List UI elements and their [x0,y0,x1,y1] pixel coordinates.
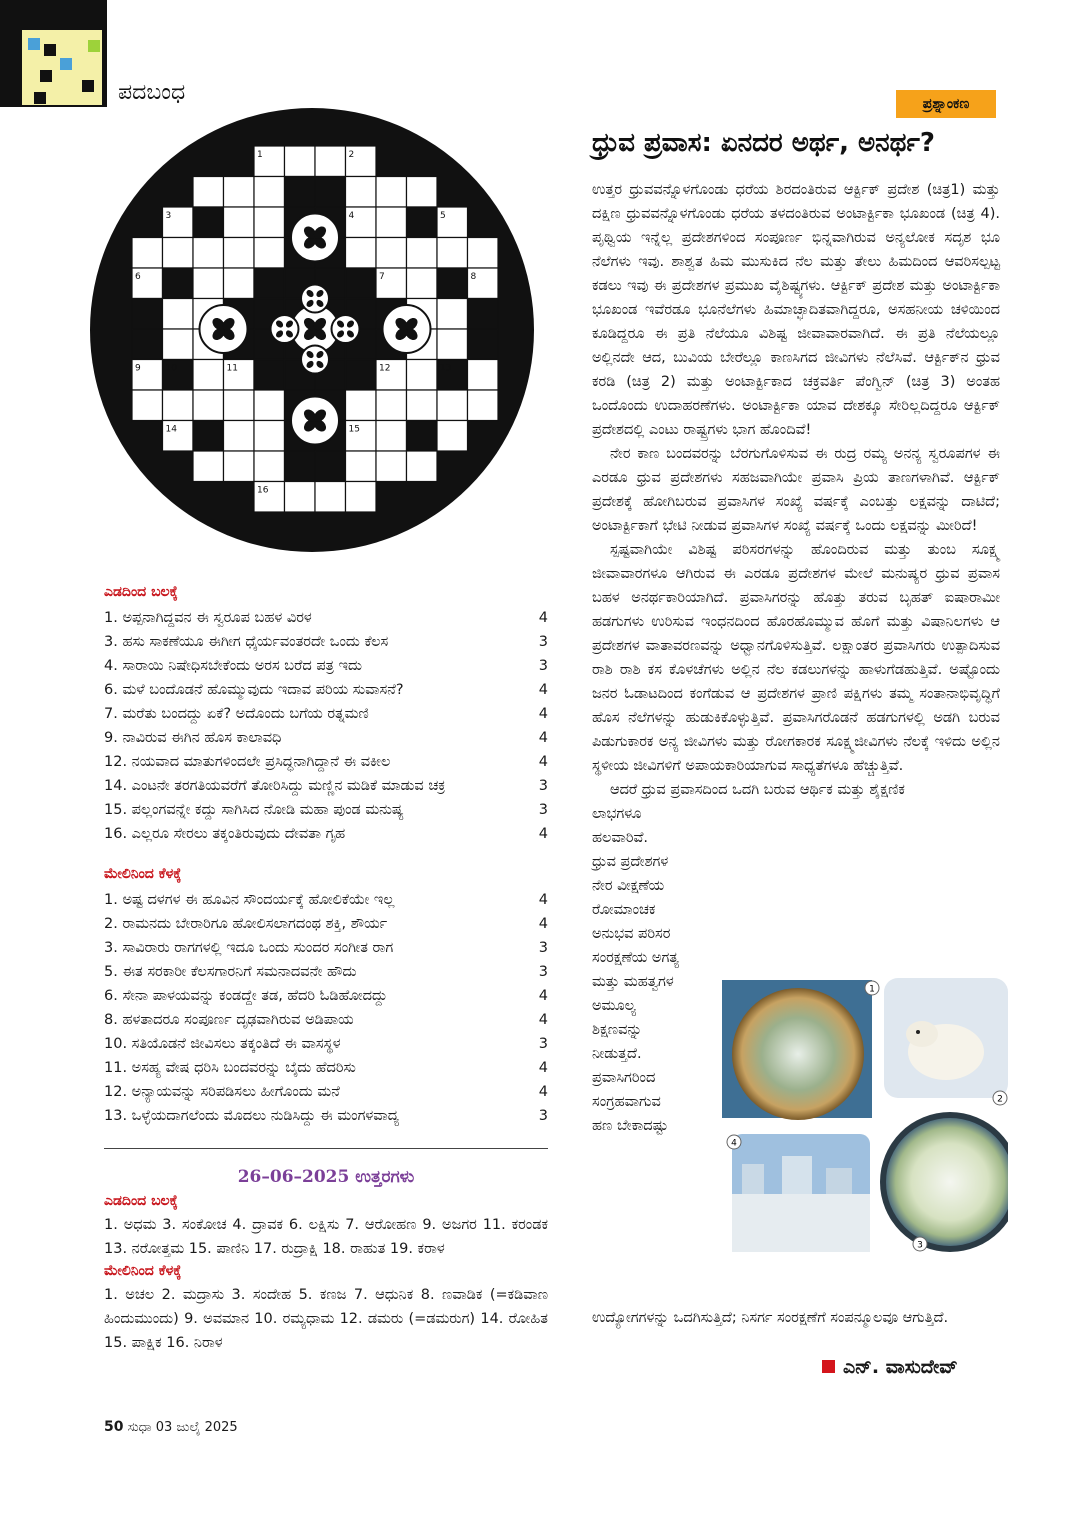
black-cell [407,207,438,238]
arctic-globe [732,988,864,1120]
clue-text: 3. ಹಸು ಸಾಕಣೆಯೂ ಈಗೀಗ ಧೈರ್ಯವಂತರದೇ ಒಂದು ಕೆಲಸ [104,634,389,650]
wrapped-line: ಹಲವಾರಿವೆ. [592,830,649,846]
black-cell [285,451,316,482]
down-clue [104,1104,548,1128]
crossword-grid [88,106,536,554]
black-cell [254,360,285,391]
black-cell [437,268,468,299]
down-clue [104,1080,548,1104]
white-cell [163,390,194,421]
white-cell [224,390,255,421]
photo-label: 4 [731,1138,737,1149]
white-cell [224,207,255,238]
black-cell [468,299,499,330]
column-kicker: ಪ್ರಶ್ನಾಂಕಣ [896,90,996,118]
white-cell [437,299,468,330]
paragraph-2: ನೇರ ಕಾಣ ಬಂದವರನ್ನು ಬೆರಗುಗೊಳಿಸುವ ಈ ರುದ್ರ ರಮ್ಯ ಅನನ್ಯ ಸ್ವರೂಪಗಳ ಈ ಎರಡೂ ಧ್ರುವ ಪ್ರದೇಶಗಳು ಸಹಜವಾಗಿಯೇ ಪ್ರವಾಸಿ ಪ್ರಿಯ ತಾಣಗಳಾಗಿವೆ. ಆರ್ಕ್ಟಿಕ್ ಪ್ರದೇಶಕ್ಕೆ ಹೋಗಿಬರುವ ಪ್ರವಾಸಿಗಳ ಸಂಖ್ಯೆ ವರ್ಷಕ್ಕೆ ಎಂಬತ್ತು ಲಕ್ಷವನ್ನು ದಾಟಿದೆ; ಅಂಟಾರ್ಕ್ಟಿಕಾಗೆ ಭೇಟಿ ನೀಡುವ ಪ್ರವಾಸಿಗಳ ಸಂಖ್ಯೆ ವರ್ಷಕ್ಕೆ ಒಂದು ಲಕ್ಷವನ್ನು ಮೀರಿದೆ! [592,446,1000,534]
white-cell [285,482,316,513]
grid-number: 12 [379,363,391,374]
white-cell [437,390,468,421]
antarctic-globe [886,1118,1008,1246]
clue-length: 3 [538,964,548,980]
clue-text: 6. ಸೇನಾ ಪಾಳಯವನ್ನು ಕಂಡದ್ದೇ ತಡ, ಹೆದರಿ ಓಡಿಹೋದದ್ದು [104,988,388,1004]
black-cell [315,177,346,208]
clue-length: 4 [538,730,548,746]
article-closing: ಉದ್ಯೋಗಗಳನ್ನು ಒದಗಿಸುತ್ತಿದೆ; ನಿಸರ್ಗ ಸಂರಕ್ಷಣೆಗೆ ಸಂಪನ್ಮೂಲವೂ ಆಗುತ್ತಿದೆ. [592,1310,949,1326]
grid-number: 5 [440,211,446,221]
clue-length: 4 [538,892,548,908]
black-cell [407,421,438,452]
white-cell [132,238,163,269]
paragraph-1: ಉತ್ತರ ಧ್ರುವವನ್ನೊಳಗೊಂಡು ಧರೆಯ ಶಿರದಂತಿರುವ ಆರ್ಕ್ಟಿಕ್ ಪ್ರದೇಶ (ಚಿತ್ರ1) ಮತ್ತು ದಕ್ಷಿಣ ಧ್ರುವವನ್ನೊಳಗೊಂಡು ಧರೆಯ ತಳದಂತಿರುವ ಅಂಟಾರ್ಕ್ಟಿಕಾ ಭೂಖಂಡ (ಚಿತ್ರ 4). ಪೃಥ್ವಿಯ ಇನ್ನೆಲ್ಲ ಪ್ರದೇಶಗಳಿಂದ ಸಂಪೂರ್ಣ ಭಿನ್ನವಾಗಿರುವ ಅನ್ಯಲೋಕ ಸದೃಶ ಭೂ ನೆಲೆಗಳು ಇವು. ಶಾಶ್ವತ ಹಿಮ ಮುಸುಕಿದ ನೆಲ ಮತ್ತು ತೇಲು ಹಿಮದಿಂದ ಆವರಿಸಲ್ಪಟ್ಟ ಕಡಲು ಇವು ಈ ಪ್ರದೇಶಗಳ ಪ್ರಮುಖ ವೈಶಿಷ್ಟ್ಯಗಳು. ಆರ್ಕ್ಟಿಕ್ ಪ್ರದೇಶ ಮತ್ತು ಅಂಟಾರ್ಕ್ಟಿಕಾ ಭೂಖಂಡ ಇವೆರಡೂ ಭೂನೆಲೆಗಳು ಹಿಮಾಚ್ಛಾದಿತವಾಗಿದ್ದರೂ, ಅಸಹನೀಯ ಚಳಿಯಿಂದ ಕೂಡಿದ್ದರೂ ಈ ಪ್ರತಿ ನೆಲೆಯೂ ವಿಶಿಷ್ಟ ಜೀವಾವಾರವಾಗಿದೆ. ಈ ಪ್ರತಿ ನೆಲೆಯಲ್ಲೂ ಅಲ್ಲಿನದೇ ಆದ, ಬುವಿಯ ಬೇರೆಲ್ಲೂ ಕಾಣಸಿಗದ ಜೀವಿಗಳು ನೆಲೆಸಿವೆ. ಆರ್ಕ್ಟಿಕ್‌ನ ಧ್ರುವ ಕರಡಿ (ಚಿತ್ರ 2) ಮತ್ತು ಅಂಟಾರ್ಕ್ಟಿಕಾದ ಚಕ್ರವರ್ತಿ ಪೆಂಗ್ವಿನ್ (ಚಿತ್ರ 3) ಅಂತಹ ಒಂದೊಂದು ಉದಾಹರಣೆಗಳು. ಅಂಟಾರ್ಕ್ಟಿಕಾ ಯಾವ ದೇಶಕ್ಕೂ ಸೇರಿಲ್ಲದಿದ್ದರೂ ಆರ್ಕ್ಟಿಕ್ ಪ್ರದೇಶದಲ್ಲಿ ಎಂಟು ರಾಷ್ಟ್ರಗಳು ಭಾಗ ಹೊಂದಿವೆ! [592,182,1000,438]
white-cell [193,238,224,269]
clue-length: 4 [538,682,548,698]
white-cell [254,207,285,238]
clue-text: 9. ನಾವಿರುವ ಈಗಿನ ಹೊಸ ಕಾಲಾವಧಿ [104,730,282,746]
wrapped-line: ನೇರ ವೀಕ್ಷಣೆಯ [592,878,665,894]
across-clue [104,774,548,798]
white-cell [346,482,377,513]
photo-label: 1 [869,984,875,995]
black-cell [285,177,316,208]
white-cell [224,451,255,482]
wrapped-line: ಅನುಭವ ಪರಿಸರ [592,926,671,942]
clue-length: 3 [538,1108,548,1124]
white-cell [285,146,316,177]
grid-number: 15 [348,424,360,435]
white-cell [407,177,438,208]
white-cell [376,207,407,238]
across-clue [104,630,548,654]
wrapped-line: ಅಮೂಲ್ಯ [592,998,636,1014]
grid-number: 13 [440,363,452,374]
magazine-issue: ಸುಧಾ 03 ಜುಲೈ 2025 [127,1420,238,1435]
clue-text: 15. ಪಲ್ಲಂಗವನ್ನೇ ಕದ್ದು ಸಾಗಿಸಿದ ನೋಡಿ ಮಹಾ ಪುಂಡ ಮನುಷ್ಯ [104,802,404,818]
white-cell [346,390,377,421]
white-cell [193,177,224,208]
clue-text: 7. ಮರೆತು ಬಂದದ್ದು ಏಕೆ? ಅದೊಂದು ಬಗೆಯ ರತ್ನಮಣಿ [104,706,369,722]
page-footer [104,1419,238,1435]
white-cell [163,238,194,269]
across-clue [104,822,548,846]
white-cell [407,390,438,421]
white-cell [132,390,163,421]
down-clue [104,984,548,1008]
clue-length: 4 [538,1012,548,1028]
grid-number: 3 [165,211,172,221]
section-title: ಪದಬಂಧ [118,80,186,105]
black-cell [315,451,346,482]
clue-text: 1. ಅಷ್ಟ ದಳಗಳ ಈ ಹೂವಿನ ಸೌಂದರ್ಯಕ್ಕೆ ಹೋಲಿಕೆಯೇ ಇಲ್ಲ [104,892,395,908]
answers-across-heading: ಎಡದಿಂದ ಬಲಕ್ಕೆ [104,1193,178,1209]
wrapped-line: ಸಂಗ್ರಹವಾಗುವ [592,1094,661,1110]
clue-text: 2. ರಾಮನದು ಬೇರಾರಿಗೂ ಹೋಲಿಸಲಾಗದಂಥ ಶಕ್ತಿ, ಶೌರ್ಯ [104,916,388,932]
clue-length: 4 [538,988,548,1004]
white-cell [163,299,194,330]
white-cell [468,390,499,421]
byline-marker [822,1360,835,1373]
white-cell [224,177,255,208]
grid-number: 4 [348,211,355,221]
clue-text: 4. ಸಾರಾಯಿ ನಿಷೇಧಿಸಬೇಕೆಂದು ಅರಸ ಬರೆದ ಪತ್ರ ಇದು [104,658,362,674]
paragraph-4: ಆದರೆ ಧ್ರುವ ಪ್ರವಾಸದಿಂದ ಒದಗಿ ಬರುವ ಆರ್ಥಿಕ ಮತ್ತು ಶೈಕ್ಷಣಿಕ [610,782,905,798]
white-cell [224,421,255,452]
section-logo [0,0,107,107]
white-cell [346,238,377,269]
clue-text: 10. ಸತಿಯೊಡನೆ ಜೀವಿಸಲು ತಕ್ಕಂತಿದೆ ಈ ವಾಸಸ್ಥಳ [104,1036,341,1052]
black-cell [346,360,377,391]
down-clues [104,888,548,1128]
white-cell [163,329,194,360]
clue-length: 4 [538,706,548,722]
white-cell [376,421,407,452]
white-cell [376,177,407,208]
down-clue [104,912,548,936]
white-cell [346,451,377,482]
grid-number: 1 [257,150,263,160]
down-clue [104,1056,548,1080]
black-cell [346,268,377,299]
down-clue [104,888,548,912]
wrapped-text [592,802,712,1138]
clue-text: 6. ಮಳೆ ಬಂದೊಡನೆ ಹೊಮ್ಮುವುದು ಇದಾವ ಪರಿಯ ಸುವಾಸನೆ? [104,682,404,698]
white-cell [407,360,438,391]
polar-photo-collage [722,974,1008,1254]
clue-text: 12. ಅನ್ಯಾಯವನ್ನು ಸರಿಪಡಿಸಲು ಹೀಗೊಂದು ಮನೆ [104,1084,340,1100]
black-cell [163,268,194,299]
white-cell [376,451,407,482]
white-cell [224,238,255,269]
black-cell [193,421,224,452]
down-clue [104,936,548,960]
white-cell [315,146,346,177]
clue-length: 4 [538,1084,548,1100]
white-cell [376,238,407,269]
author-byline [822,1356,958,1378]
white-cell [193,360,224,391]
wrapped-line: ಪ್ರವಾಸಿಗರಿಂದ [592,1070,656,1086]
across-clue [104,726,548,750]
grid-number: 9 [135,363,141,374]
across-clue [104,750,548,774]
page-number: 50 [104,1419,124,1435]
article-headline: ಧ್ರುವ ಪ್ರವಾಸ: ಏನದರ ಅರ್ಥ, ಅನರ್ಥ? [592,128,935,158]
divider [104,1148,548,1149]
clue-length: 4 [538,1060,548,1076]
grid-number: 10 [165,363,177,374]
wrapped-line: ಲಾಭಗಳೂ [592,806,642,822]
across-clue [104,678,548,702]
white-cell [346,177,377,208]
clue-length: 3 [538,778,548,794]
clue-length: 3 [538,802,548,818]
white-cell [437,238,468,269]
black-cell [132,299,163,330]
white-cell [254,390,285,421]
flower-ornament [301,346,329,374]
down-clue [104,1032,548,1056]
grid-number: 2 [348,150,355,160]
white-cell [376,390,407,421]
flower-ornament [332,315,360,343]
white-cell [407,238,438,269]
down-heading: ಮೇಲಿನಿಂದ ಕೆಳಕ್ಕೆ [104,866,182,882]
across-heading: ಎಡದಿಂದ ಬಲಕ್ಕೆ [104,584,178,600]
wrapped-line: ಮತ್ತು ಮಹತ್ವಗಳ [592,974,674,990]
white-cell [437,329,468,360]
white-cell [315,482,346,513]
black-cell [468,329,499,360]
clue-text: 12. ನಯವಾದ ಮಾತುಗಳಿಂದಲೇ ಪ್ರಸಿದ್ಧನಾಗಿದ್ದಾನೆ ಈ ವಕೀಲ [104,754,391,770]
wrapped-line: ಶಿಕ್ಷಣವನ್ನು [592,1022,643,1038]
across-clues [104,606,548,846]
white-cell [193,451,224,482]
answers-down-heading: ಮೇಲಿನಿಂದ ಕೆಳಕ್ಕೆ [104,1263,182,1279]
author-name: ಎನ್. ವಾಸುದೇವ್ [843,1356,958,1378]
clue-text: 1. ಅಪ್ಪನಾಗಿದ್ದವನ ಈ ಸ್ವರೂಪ ಬಹಳ ವಿರಳ [104,610,312,626]
grid-number: 8 [470,272,477,282]
clue-length: 3 [538,1036,548,1052]
wrapped-line: ಸಂರಕ್ಷಣೆಯ ಅಗತ್ಯ [592,950,679,966]
white-cell [224,268,255,299]
grid-number: 16 [257,485,269,496]
clue-length: 4 [538,916,548,932]
clue-length: 3 [538,634,548,650]
white-cell [193,390,224,421]
photo-label: 2 [997,1094,1003,1105]
paragraph-3: ಸ್ಪಷ್ಟವಾಗಿಯೇ ವಿಶಿಷ್ಟ ಪರಿಸರಗಳನ್ನು ಹೊಂದಿರುವ ಮತ್ತು ತುಂಬ ಸೂಕ್ಷ್ಮ ಜೀವಾವಾರಗಳೂ ಆಗಿರುವ ಈ ಎರಡೂ ಪ್ರದೇಶಗಳ ಮೇಲೆ ಮನುಷ್ಯರ ಧ್ರುವ ಪ್ರವಾಸ ಬಹಳ ಅನರ್ಥಕಾರಿಯಾಗಿದೆ. ಪ್ರವಾಸಿಗರನ್ನು ಹೊತ್ತು ತರುವ ಬೃಹತ್ ಐಷಾರಾಮೀ ಹಡಗುಗಳು ಉರಿಸುವ ಇಂಧನದಿಂದ ಹೊರಹೊಮ್ಮುವ ಹೊಗೆ ಮತ್ತು ವಿಷಾನಿಲಗಳು ಆ ಪ್ರದೇಶಗಳ ವಾತಾವರಣವನ್ನು ಅಧ್ವಾನಗೊಳಿಸುತ್ತಿವೆ. ಲಕ್ಷಾಂತರ ಪ್ರವಾಸಿಗರು ಉತ್ಪಾದಿಸುವ ರಾಶಿ ರಾಶಿ ಕಸ ಕೊಳಚೆಗಳು ಅಲ್ಲಿನ ನೆಲ ಕಡಲುಗಳನ್ನು ಹಾಳುಗೆಡಹುತ್ತಿವೆ. ಅಷ್ಟೊಂದು ಜನರ ಓಡಾಟದಿಂದ ಕಂಗೆಡುವ ಆ ಪ್ರದೇಶಗಳ ಪ್ರಾಣಿ ಪಕ್ಷಿಗಳು ತಮ್ಮ ಸಂತಾನಾಭಿವೃದ್ಧಿಗೆ ಹೊಸ ನೆಲೆಗಳನ್ನು ಹುಡುಕಿಕೊಳ್ಳುತ್ತಿವೆ. ಪ್ರವಾಸಿಗರೊಡನೆ ಹಡಗುಗಳಲ್ಲಿ ಅಡಗಿ ಬರುವ ಪಿಡುಗುಕಾರಕ ಅನ್ಯ ಜೀವಿಗಳು ಮತ್ತು ರೋಗಕಾರಕ ಸೂಕ್ಷ್ಮಜೀವಿಗಳು ನೆಲಕ್ಕೆ ಇಳಿದು ಅಲ್ಲಿನ ಸ್ಥಳೀಯ ಜೀವಿಗಳಿಗೆ ಅಪಾಯಕಾರಿಯಾಗುವ ಸಾಧ್ಯತೆಗಳೂ ಹೆಚ್ಚುತ್ತಿವೆ. [592,542,1000,774]
wrapped-line: ರೋಮಾಂಚಕ [592,902,656,918]
down-clue [104,1008,548,1032]
black-cell [193,207,224,238]
across-clue [104,654,548,678]
white-cell [254,421,285,452]
clue-length: 4 [538,610,548,626]
clue-length: 3 [538,658,548,674]
wrapped-line: ಹಣ ಬೇಕಾದಷ್ಟು [592,1118,669,1134]
white-cell [407,451,438,482]
white-cell [468,238,499,269]
answers-down: 1. ಅಚಲ 2. ಮದ್ರಾಸು 3. ಸಂದೇಹ 5. ಕಣಜ 7. ಆಧುನಿಕ 8. ಣವಾಡಿಕ (=ಕಡಿವಾಣ ಹಿಂದುಮುಂದು) 9. ಅವಮಾನ 10. ರಮ್ಯಧಾಮ 12. ಡಮರು (=ಡಮರುಗ) 14. ರೋಹಿತ 15. ಪಾಕ್ಷಿಕ 16. ನಿರಾಳ [104,1287,548,1351]
clue-text: 16. ಎಲ್ಲರೂ ಸೇರಲು ತಕ್ಕಂತಿರುವುದು ದೇವತಾ ಗೃಹ [104,826,346,842]
across-clue [104,798,548,822]
white-cell [254,451,285,482]
grid-number: 11 [226,363,238,374]
clue-text: 5. ಈತ ಸರಕಾರೀ ಕೆಲಸಗಾರನಿಗೆ ಸಮನಾದವನೇ ಹೌದು [104,964,357,980]
clue-length: 3 [538,940,548,956]
white-cell [437,421,468,452]
black-cell [132,329,163,360]
clue-length: 4 [538,754,548,770]
grid-number: 14 [165,424,177,435]
white-cell [468,360,499,391]
grid-number: 6 [135,272,141,282]
white-cell [407,268,438,299]
white-cell [254,177,285,208]
down-clue [104,960,548,984]
across-clue [104,606,548,630]
clue-text: 3. ಸಾವಿರಾರು ರಾಗಗಳಲ್ಲಿ ಇದೂ ಒಂದು ಸುಂದರ ಸಂಗೀತ ರಾಗ [104,940,394,956]
grid-number: 7 [379,272,385,282]
black-cell [254,268,285,299]
photo-label: 3 [917,1240,923,1251]
flower-ornament [271,315,299,343]
white-cell [193,268,224,299]
clue-text: 11. ಅಸಹ್ಯ ವೇಷ ಧರಿಸಿ ಬಂದವರನ್ನು ಬೈದು ಹೆದರಿಸು [104,1060,356,1076]
wrapped-line: ಧ್ರುವ ಪ್ರದೇಶಗಳ [592,854,669,870]
clue-text: 13. ಒಳ್ಳೆಯದಾಗಲೆಂದು ಮೊದಲು ನುಡಿಸಿದ್ದು ಈ ಮಂಗಳವಾದ್ಯ [104,1108,400,1124]
clues-section [104,584,548,1355]
clue-length: 4 [538,826,548,842]
across-clue [104,702,548,726]
clue-text: 8. ಹಳತಾದರೂ ಸಂಪೂರ್ಣ ದೃಢವಾಗಿರುವ ಅಡಿಪಾಯ [104,1012,354,1028]
wrapped-line: ನೀಡುತ್ತದೆ. [592,1046,642,1062]
white-cell [254,238,285,269]
answers-across: 1. ಅಧಮ 3. ಸಂಕೋಚ 4. ದ್ರಾವಕ 6. ಲಕ್ಷಿಸು 7. ಆರೋಹಣ 9. ಅಜಗರ 11. ಕರಂಡಕ 13. ನರೋತ್ತಮ 15. ಪಾಣಿನಿ 17. ರುದ್ರಾಕ್ಷಿ 18. ರಾಹುತ 19. ಕರಾಳ [104,1217,548,1257]
flower-ornament [301,285,329,313]
answers-title: 26–06–2025 ಉತ್ತರಗಳು [237,1167,415,1187]
clue-text: 14. ಎಂಟನೇ ತರಗತಿಯವರೆಗೆ ತೋರಿಸಿದ್ದು ಮಣ್ಣಿನ ಮಡಿಕೆ ಮಾಡುವ ಚಕ್ರ [104,778,446,794]
